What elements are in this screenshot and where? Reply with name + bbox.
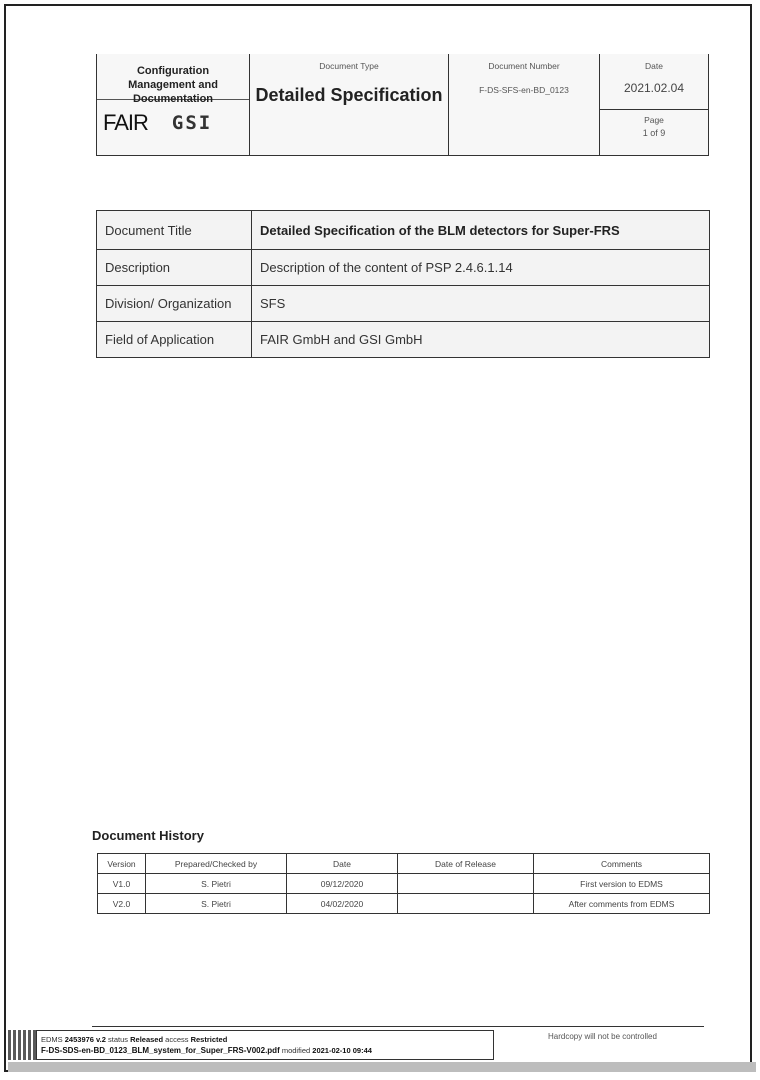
edms-file-line: F-DS-SDS-en-BD_0123_BLM_system_for_Super_FRS-V002.pdf modified 2021-02-10 09:44 — [41, 1046, 372, 1055]
document-info-table — [96, 210, 710, 358]
info-value: SFS — [252, 286, 710, 322]
page-box — [600, 109, 708, 151]
fair-logo: FAIR — [103, 109, 148, 135]
history-col-header: Date — [287, 854, 398, 874]
history-cell: S. Pietri — [146, 874, 287, 894]
history-cell: After comments from EDMS — [534, 894, 710, 914]
org-name: Configuration Management and Documentation — [128, 65, 218, 105]
page-value: 1 of 9 — [642, 128, 666, 138]
date-value: 2021.02.04 — [623, 81, 685, 95]
table-row — [98, 874, 710, 894]
history-col-header: Version — [98, 854, 146, 874]
date-label: Date — [645, 61, 663, 71]
history-cell: 04/02/2020 — [287, 894, 398, 914]
doctype-value: Detailed Specification — [255, 85, 443, 105]
history-col-header: Date of Release — [398, 854, 534, 874]
history-title: Document History — [92, 828, 204, 843]
history-cell — [398, 894, 534, 914]
edms-filename: F-DS-SDS-en-BD_0123_BLM_system_for_Super_FRS-V002.pdf — [41, 1046, 280, 1055]
page-label: Page — [644, 115, 664, 125]
info-value: FAIR GmbH and GSI GmbH — [252, 322, 710, 358]
docnum-cell — [449, 54, 600, 156]
history-header-row — [98, 854, 710, 874]
date-cell — [600, 54, 709, 156]
info-value: Detailed Specification of the BLM detectors for Super-FRS — [252, 211, 710, 250]
doctype-label: Document Type — [319, 61, 379, 71]
doctype-cell — [250, 54, 449, 156]
info-label: Document Title — [97, 211, 252, 250]
info-label: Description — [97, 250, 252, 286]
page-shadow — [8, 1062, 756, 1072]
history-col-header: Comments — [534, 854, 710, 874]
gsi-logo: GSI — [171, 111, 213, 134]
info-label: Field of Application — [97, 322, 252, 358]
docnum-value: F-DS-SFS-en-BD_0123 — [479, 85, 569, 95]
table-row — [98, 894, 710, 914]
history-cell: S. Pietri — [146, 894, 287, 914]
info-label: Division/ Organization — [97, 286, 252, 322]
org-cell — [97, 54, 250, 156]
history-table — [97, 853, 710, 914]
history-col-header: Prepared/Checked by — [146, 854, 287, 874]
info-value: Description of the content of PSP 2.4.6.1.14 — [252, 250, 710, 286]
hardcopy-note: Hardcopy will not be controlled — [548, 1032, 657, 1041]
history-cell: V2.0 — [98, 894, 146, 914]
docnum-label: Document Number — [488, 61, 560, 71]
info-row — [97, 211, 710, 250]
info-row — [97, 322, 710, 358]
qr-code-icon — [8, 1030, 36, 1060]
history-cell — [398, 874, 534, 894]
edms-stamp — [36, 1030, 494, 1060]
document-header-table — [96, 54, 709, 156]
history-cell: V1.0 — [98, 874, 146, 894]
info-row — [97, 250, 710, 286]
history-cell: First version to EDMS — [534, 874, 710, 894]
info-row — [97, 286, 710, 322]
edms-status-line: EDMS 2453976 v.2 status Released access Restricted — [41, 1035, 228, 1044]
history-cell: 09/12/2020 — [287, 874, 398, 894]
footer-divider — [92, 1026, 704, 1027]
